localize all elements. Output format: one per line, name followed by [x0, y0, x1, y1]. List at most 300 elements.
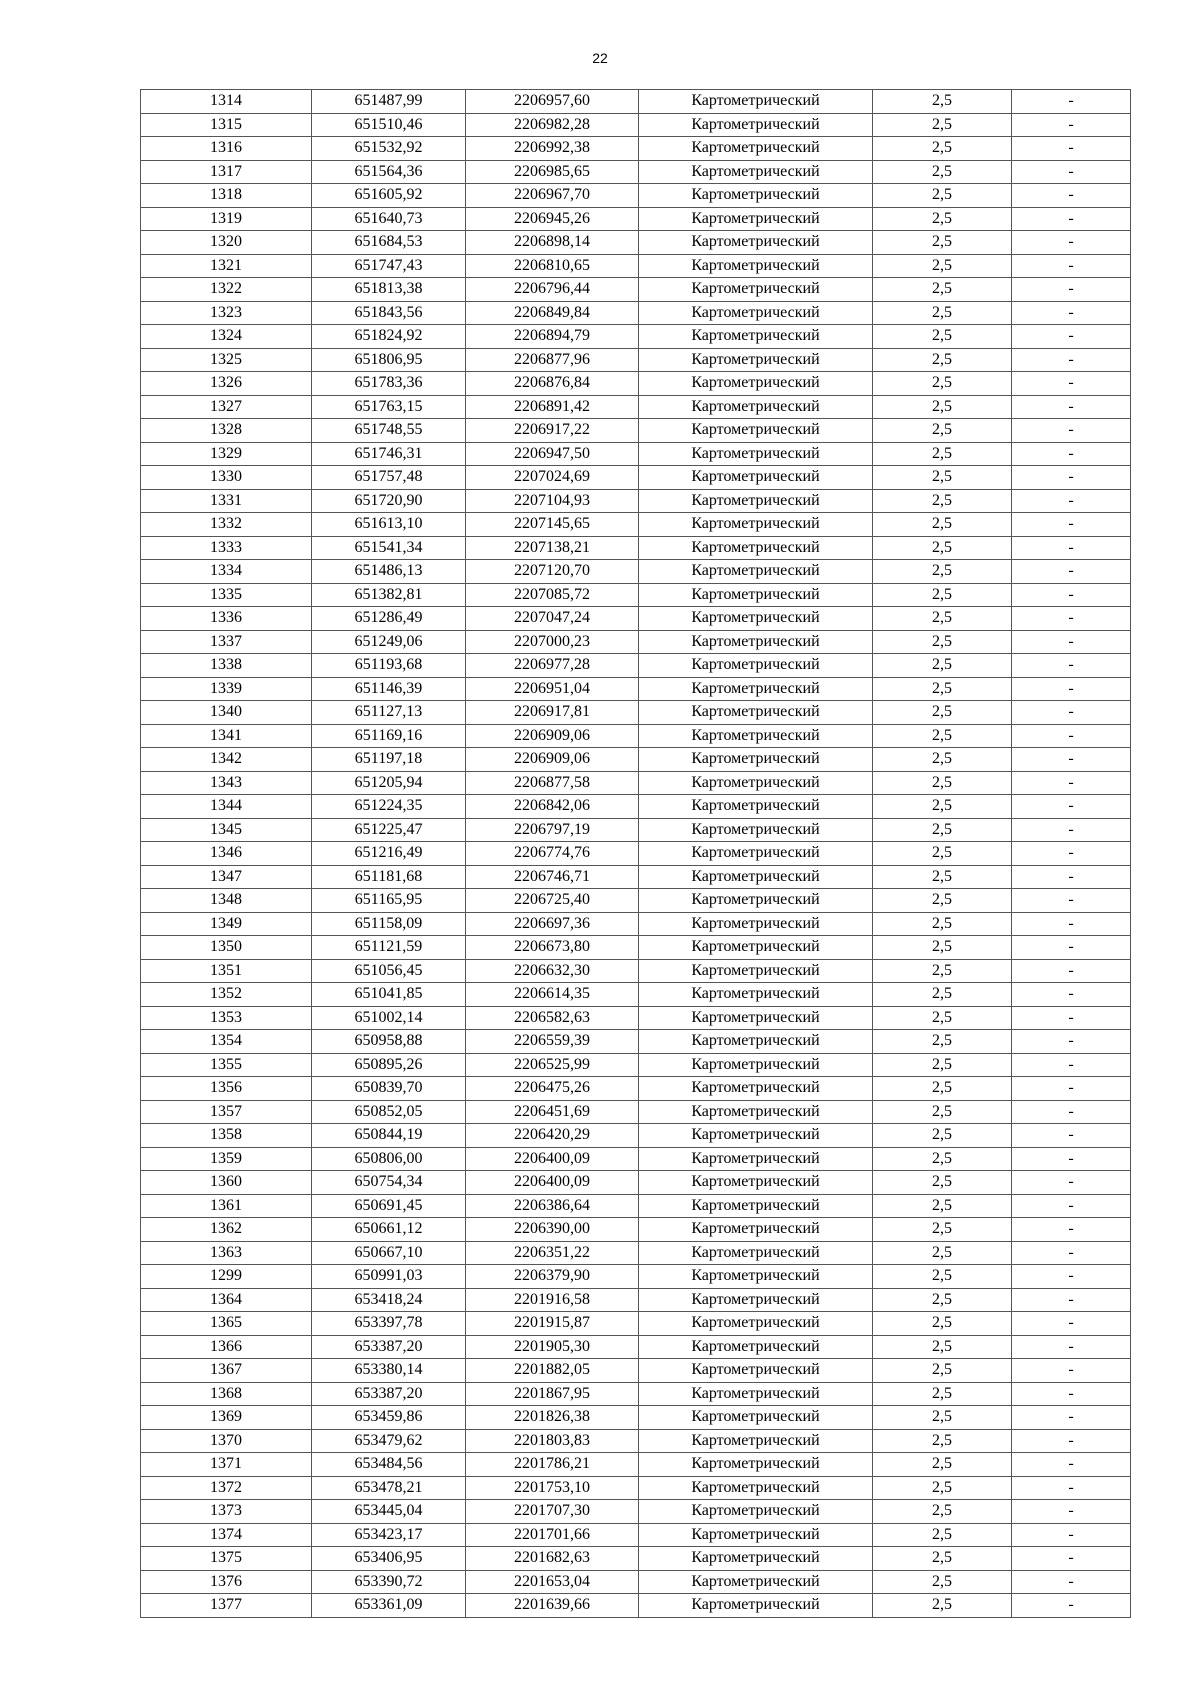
accuracy-cell: 2,5 [873, 419, 1012, 443]
x-coordinate-cell: 653479,62 [312, 1429, 466, 1453]
table-row [141, 560, 1131, 584]
method-cell: Картометрический [639, 113, 873, 137]
x-coordinate-cell: 653380,14 [312, 1359, 466, 1383]
description-cell: - [1012, 583, 1131, 607]
method-cell: Картометрический [639, 1382, 873, 1406]
accuracy-cell: 2,5 [873, 1429, 1012, 1453]
description-cell: - [1012, 818, 1131, 842]
x-coordinate-cell: 651181,68 [312, 865, 466, 889]
method-cell: Картометрический [639, 1194, 873, 1218]
y-coordinate-cell: 2206849,84 [466, 301, 639, 325]
y-coordinate-cell: 2201753,10 [466, 1476, 639, 1500]
y-coordinate-cell: 2201916,58 [466, 1288, 639, 1312]
y-coordinate-cell: 2207120,70 [466, 560, 639, 584]
table-row [141, 748, 1131, 772]
table-row [141, 1312, 1131, 1336]
point-number-cell: 1330 [141, 466, 312, 490]
point-number-cell: 1357 [141, 1100, 312, 1124]
description-cell: - [1012, 137, 1131, 161]
x-coordinate-cell: 653484,56 [312, 1453, 466, 1477]
method-cell: Картометрический [639, 1265, 873, 1289]
table-row [141, 1124, 1131, 1148]
description-cell: - [1012, 1523, 1131, 1547]
table-row [141, 771, 1131, 795]
accuracy-cell: 2,5 [873, 1476, 1012, 1500]
description-cell: - [1012, 1124, 1131, 1148]
description-cell: - [1012, 560, 1131, 584]
point-number-cell: 1364 [141, 1288, 312, 1312]
method-cell: Картометрический [639, 325, 873, 349]
method-cell: Картометрический [639, 1006, 873, 1030]
x-coordinate-cell: 650691,45 [312, 1194, 466, 1218]
point-number-cell: 1347 [141, 865, 312, 889]
y-coordinate-cell: 2201803,83 [466, 1429, 639, 1453]
x-coordinate-cell: 651225,47 [312, 818, 466, 842]
y-coordinate-cell: 2206967,70 [466, 184, 639, 208]
description-cell: - [1012, 1265, 1131, 1289]
x-coordinate-cell: 651564,36 [312, 160, 466, 184]
x-coordinate-cell: 651613,10 [312, 513, 466, 537]
point-number-cell: 1331 [141, 489, 312, 513]
description-cell: - [1012, 1335, 1131, 1359]
y-coordinate-cell: 2206379,90 [466, 1265, 639, 1289]
point-number-cell: 1352 [141, 983, 312, 1007]
x-coordinate-cell: 651783,36 [312, 372, 466, 396]
y-coordinate-cell: 2206909,06 [466, 748, 639, 772]
accuracy-cell: 2,5 [873, 724, 1012, 748]
point-number-cell: 1367 [141, 1359, 312, 1383]
y-coordinate-cell: 2207047,24 [466, 607, 639, 631]
point-number-cell: 1371 [141, 1453, 312, 1477]
description-cell: - [1012, 442, 1131, 466]
accuracy-cell: 2,5 [873, 1406, 1012, 1430]
description-cell: - [1012, 865, 1131, 889]
x-coordinate-cell: 651127,13 [312, 701, 466, 725]
table-row [141, 959, 1131, 983]
point-number-cell: 1339 [141, 677, 312, 701]
y-coordinate-cell: 2206475,26 [466, 1077, 639, 1101]
method-cell: Картометрический [639, 724, 873, 748]
point-number-cell: 1353 [141, 1006, 312, 1030]
x-coordinate-cell: 650895,26 [312, 1053, 466, 1077]
accuracy-cell: 2,5 [873, 160, 1012, 184]
table-row [141, 372, 1131, 396]
point-number-cell: 1343 [141, 771, 312, 795]
point-number-cell: 1299 [141, 1265, 312, 1289]
description-cell: - [1012, 1382, 1131, 1406]
method-cell: Картометрический [639, 630, 873, 654]
table-row [141, 348, 1131, 372]
accuracy-cell: 2,5 [873, 301, 1012, 325]
accuracy-cell: 2,5 [873, 654, 1012, 678]
table-row [141, 1077, 1131, 1101]
table-row [141, 1288, 1131, 1312]
method-cell: Картометрический [639, 1312, 873, 1336]
table-row [141, 607, 1131, 631]
point-number-cell: 1314 [141, 90, 312, 114]
y-coordinate-cell: 2201905,30 [466, 1335, 639, 1359]
y-coordinate-cell: 2201707,30 [466, 1500, 639, 1524]
method-cell: Картометрический [639, 442, 873, 466]
y-coordinate-cell: 2206400,09 [466, 1171, 639, 1195]
x-coordinate-cell: 651056,45 [312, 959, 466, 983]
accuracy-cell: 2,5 [873, 1594, 1012, 1618]
y-coordinate-cell: 2207024,69 [466, 466, 639, 490]
method-cell: Картометрический [639, 865, 873, 889]
method-cell: Картометрический [639, 1077, 873, 1101]
accuracy-cell: 2,5 [873, 1288, 1012, 1312]
point-number-cell: 1360 [141, 1171, 312, 1195]
description-cell: - [1012, 231, 1131, 255]
x-coordinate-cell: 651720,90 [312, 489, 466, 513]
description-cell: - [1012, 90, 1131, 114]
x-coordinate-cell: 650667,10 [312, 1241, 466, 1265]
table-row [141, 1218, 1131, 1242]
y-coordinate-cell: 2206559,39 [466, 1030, 639, 1054]
accuracy-cell: 2,5 [873, 466, 1012, 490]
description-cell: - [1012, 748, 1131, 772]
method-cell: Картометрический [639, 1218, 873, 1242]
point-number-cell: 1332 [141, 513, 312, 537]
point-number-cell: 1368 [141, 1382, 312, 1406]
accuracy-cell: 2,5 [873, 607, 1012, 631]
accuracy-cell: 2,5 [873, 701, 1012, 725]
description-cell: - [1012, 795, 1131, 819]
accuracy-cell: 2,5 [873, 1241, 1012, 1265]
y-coordinate-cell: 2206945,26 [466, 207, 639, 231]
x-coordinate-cell: 651746,31 [312, 442, 466, 466]
table-row [141, 1570, 1131, 1594]
y-coordinate-cell: 2206582,63 [466, 1006, 639, 1030]
x-coordinate-cell: 651640,73 [312, 207, 466, 231]
table-row [141, 160, 1131, 184]
x-coordinate-cell: 651249,06 [312, 630, 466, 654]
accuracy-cell: 2,5 [873, 348, 1012, 372]
y-coordinate-cell: 2207085,72 [466, 583, 639, 607]
method-cell: Картометрический [639, 1523, 873, 1547]
accuracy-cell: 2,5 [873, 1547, 1012, 1571]
method-cell: Картометрический [639, 1500, 873, 1524]
description-cell: - [1012, 654, 1131, 678]
accuracy-cell: 2,5 [873, 818, 1012, 842]
point-number-cell: 1329 [141, 442, 312, 466]
table-row [141, 1194, 1131, 1218]
description-cell: - [1012, 889, 1131, 913]
x-coordinate-cell: 653390,72 [312, 1570, 466, 1594]
x-coordinate-cell: 651286,49 [312, 607, 466, 631]
y-coordinate-cell: 2206917,81 [466, 701, 639, 725]
point-number-cell: 1348 [141, 889, 312, 913]
description-cell: - [1012, 372, 1131, 396]
point-number-cell: 1342 [141, 748, 312, 772]
x-coordinate-cell: 653423,17 [312, 1523, 466, 1547]
description-cell: - [1012, 1429, 1131, 1453]
method-cell: Картометрический [639, 466, 873, 490]
y-coordinate-cell: 2201639,66 [466, 1594, 639, 1618]
method-cell: Картометрический [639, 1594, 873, 1618]
description-cell: - [1012, 113, 1131, 137]
x-coordinate-cell: 651216,49 [312, 842, 466, 866]
y-coordinate-cell: 2201867,95 [466, 1382, 639, 1406]
table-row [141, 630, 1131, 654]
method-cell: Картометрический [639, 983, 873, 1007]
method-cell: Картометрический [639, 1547, 873, 1571]
point-number-cell: 1335 [141, 583, 312, 607]
table-row [141, 207, 1131, 231]
accuracy-cell: 2,5 [873, 912, 1012, 936]
accuracy-cell: 2,5 [873, 207, 1012, 231]
x-coordinate-cell: 651121,59 [312, 936, 466, 960]
accuracy-cell: 2,5 [873, 513, 1012, 537]
method-cell: Картометрический [639, 513, 873, 537]
table-row [141, 1523, 1131, 1547]
y-coordinate-cell: 2206992,38 [466, 137, 639, 161]
description-cell: - [1012, 1147, 1131, 1171]
method-cell: Картометрический [639, 1124, 873, 1148]
point-number-cell: 1358 [141, 1124, 312, 1148]
method-cell: Картометрический [639, 137, 873, 161]
y-coordinate-cell: 2201682,63 [466, 1547, 639, 1571]
method-cell: Картометрический [639, 748, 873, 772]
x-coordinate-cell: 650852,05 [312, 1100, 466, 1124]
x-coordinate-cell: 651165,95 [312, 889, 466, 913]
point-number-cell: 1369 [141, 1406, 312, 1430]
accuracy-cell: 2,5 [873, 90, 1012, 114]
description-cell: - [1012, 701, 1131, 725]
accuracy-cell: 2,5 [873, 1124, 1012, 1148]
table-row [141, 983, 1131, 1007]
table-row [141, 489, 1131, 513]
point-number-cell: 1316 [141, 137, 312, 161]
x-coordinate-cell: 651806,95 [312, 348, 466, 372]
description-cell: - [1012, 1241, 1131, 1265]
accuracy-cell: 2,5 [873, 1100, 1012, 1124]
table-row [141, 1147, 1131, 1171]
description-cell: - [1012, 489, 1131, 513]
table-row [141, 842, 1131, 866]
table-row [141, 419, 1131, 443]
point-number-cell: 1346 [141, 842, 312, 866]
x-coordinate-cell: 653406,95 [312, 1547, 466, 1571]
point-number-cell: 1372 [141, 1476, 312, 1500]
accuracy-cell: 2,5 [873, 795, 1012, 819]
table-row [141, 325, 1131, 349]
accuracy-cell: 2,5 [873, 1030, 1012, 1054]
accuracy-cell: 2,5 [873, 771, 1012, 795]
y-coordinate-cell: 2206746,71 [466, 865, 639, 889]
description-cell: - [1012, 160, 1131, 184]
coordinates-table-body [141, 90, 1131, 1618]
method-cell: Картометрический [639, 1335, 873, 1359]
point-number-cell: 1324 [141, 325, 312, 349]
y-coordinate-cell: 2206894,79 [466, 325, 639, 349]
table-row [141, 1053, 1131, 1077]
point-number-cell: 1374 [141, 1523, 312, 1547]
accuracy-cell: 2,5 [873, 560, 1012, 584]
table-row [141, 1453, 1131, 1477]
x-coordinate-cell: 651843,56 [312, 301, 466, 325]
method-cell: Картометрический [639, 701, 873, 725]
x-coordinate-cell: 651813,38 [312, 278, 466, 302]
y-coordinate-cell: 2206877,58 [466, 771, 639, 795]
y-coordinate-cell: 2206947,50 [466, 442, 639, 466]
y-coordinate-cell: 2206810,65 [466, 254, 639, 278]
description-cell: - [1012, 936, 1131, 960]
method-cell: Картометрический [639, 1429, 873, 1453]
accuracy-cell: 2,5 [873, 1077, 1012, 1101]
x-coordinate-cell: 653418,24 [312, 1288, 466, 1312]
table-row [141, 1335, 1131, 1359]
method-cell: Картометрический [639, 583, 873, 607]
method-cell: Картометрический [639, 677, 873, 701]
description-cell: - [1012, 395, 1131, 419]
table-row [141, 137, 1131, 161]
table-row [141, 442, 1131, 466]
x-coordinate-cell: 651757,48 [312, 466, 466, 490]
description-cell: - [1012, 724, 1131, 748]
x-coordinate-cell: 651158,09 [312, 912, 466, 936]
description-cell: - [1012, 1406, 1131, 1430]
y-coordinate-cell: 2206420,29 [466, 1124, 639, 1148]
point-number-cell: 1370 [141, 1429, 312, 1453]
accuracy-cell: 2,5 [873, 583, 1012, 607]
method-cell: Картометрический [639, 1241, 873, 1265]
method-cell: Картометрический [639, 1570, 873, 1594]
x-coordinate-cell: 653387,20 [312, 1382, 466, 1406]
point-number-cell: 1337 [141, 630, 312, 654]
x-coordinate-cell: 651487,99 [312, 90, 466, 114]
table-row [141, 536, 1131, 560]
point-number-cell: 1366 [141, 1335, 312, 1359]
point-number-cell: 1362 [141, 1218, 312, 1242]
accuracy-cell: 2,5 [873, 442, 1012, 466]
description-cell: - [1012, 536, 1131, 560]
x-coordinate-cell: 651041,85 [312, 983, 466, 1007]
method-cell: Картометрический [639, 1147, 873, 1171]
point-number-cell: 1326 [141, 372, 312, 396]
description-cell: - [1012, 301, 1131, 325]
accuracy-cell: 2,5 [873, 842, 1012, 866]
y-coordinate-cell: 2206673,80 [466, 936, 639, 960]
table-row [141, 1241, 1131, 1265]
x-coordinate-cell: 651748,55 [312, 419, 466, 443]
table-row [141, 1100, 1131, 1124]
y-coordinate-cell: 2206977,28 [466, 654, 639, 678]
description-cell: - [1012, 1218, 1131, 1242]
method-cell: Картометрический [639, 1453, 873, 1477]
x-coordinate-cell: 651510,46 [312, 113, 466, 137]
point-number-cell: 1349 [141, 912, 312, 936]
accuracy-cell: 2,5 [873, 1500, 1012, 1524]
description-cell: - [1012, 1500, 1131, 1524]
table-row [141, 795, 1131, 819]
description-cell: - [1012, 1547, 1131, 1571]
y-coordinate-cell: 2206351,22 [466, 1241, 639, 1265]
accuracy-cell: 2,5 [873, 983, 1012, 1007]
method-cell: Картометрический [639, 1030, 873, 1054]
description-cell: - [1012, 419, 1131, 443]
point-number-cell: 1325 [141, 348, 312, 372]
y-coordinate-cell: 2206697,36 [466, 912, 639, 936]
table-row [141, 113, 1131, 137]
y-coordinate-cell: 2206386,64 [466, 1194, 639, 1218]
description-cell: - [1012, 912, 1131, 936]
point-number-cell: 1375 [141, 1547, 312, 1571]
accuracy-cell: 2,5 [873, 1171, 1012, 1195]
point-number-cell: 1318 [141, 184, 312, 208]
table-row [141, 865, 1131, 889]
x-coordinate-cell: 653361,09 [312, 1594, 466, 1618]
table-row [141, 231, 1131, 255]
point-number-cell: 1334 [141, 560, 312, 584]
description-cell: - [1012, 466, 1131, 490]
y-coordinate-cell: 2206876,84 [466, 372, 639, 396]
table-row [141, 1547, 1131, 1571]
description-cell: - [1012, 325, 1131, 349]
table-row [141, 936, 1131, 960]
method-cell: Картометрический [639, 1476, 873, 1500]
accuracy-cell: 2,5 [873, 113, 1012, 137]
y-coordinate-cell: 2206898,14 [466, 231, 639, 255]
table-row [141, 1594, 1131, 1618]
y-coordinate-cell: 2206982,28 [466, 113, 639, 137]
description-cell: - [1012, 207, 1131, 231]
method-cell: Картометрический [639, 1053, 873, 1077]
description-cell: - [1012, 1194, 1131, 1218]
accuracy-cell: 2,5 [873, 489, 1012, 513]
table-row [141, 912, 1131, 936]
point-number-cell: 1323 [141, 301, 312, 325]
accuracy-cell: 2,5 [873, 1194, 1012, 1218]
point-number-cell: 1355 [141, 1053, 312, 1077]
table-row [141, 1406, 1131, 1430]
method-cell: Картометрический [639, 1171, 873, 1195]
description-cell: - [1012, 771, 1131, 795]
x-coordinate-cell: 651486,13 [312, 560, 466, 584]
y-coordinate-cell: 2206842,06 [466, 795, 639, 819]
x-coordinate-cell: 653459,86 [312, 1406, 466, 1430]
point-number-cell: 1345 [141, 818, 312, 842]
point-number-cell: 1359 [141, 1147, 312, 1171]
point-number-cell: 1319 [141, 207, 312, 231]
method-cell: Картометрический [639, 936, 873, 960]
accuracy-cell: 2,5 [873, 1053, 1012, 1077]
table-row [141, 889, 1131, 913]
accuracy-cell: 2,5 [873, 936, 1012, 960]
table-row [141, 254, 1131, 278]
x-coordinate-cell: 650806,00 [312, 1147, 466, 1171]
x-coordinate-cell: 651002,14 [312, 1006, 466, 1030]
x-coordinate-cell: 650661,12 [312, 1218, 466, 1242]
y-coordinate-cell: 2206525,99 [466, 1053, 639, 1077]
x-coordinate-cell: 651205,94 [312, 771, 466, 795]
y-coordinate-cell: 2201826,38 [466, 1406, 639, 1430]
method-cell: Картометрический [639, 654, 873, 678]
y-coordinate-cell: 2201653,04 [466, 1570, 639, 1594]
table-row [141, 1359, 1131, 1383]
accuracy-cell: 2,5 [873, 1312, 1012, 1336]
x-coordinate-cell: 650958,88 [312, 1030, 466, 1054]
x-coordinate-cell: 651193,68 [312, 654, 466, 678]
x-coordinate-cell: 651224,35 [312, 795, 466, 819]
x-coordinate-cell: 653478,21 [312, 1476, 466, 1500]
y-coordinate-cell: 2206797,19 [466, 818, 639, 842]
accuracy-cell: 2,5 [873, 1523, 1012, 1547]
point-number-cell: 1363 [141, 1241, 312, 1265]
method-cell: Картометрический [639, 607, 873, 631]
description-cell: - [1012, 1594, 1131, 1618]
y-coordinate-cell: 2206985,65 [466, 160, 639, 184]
